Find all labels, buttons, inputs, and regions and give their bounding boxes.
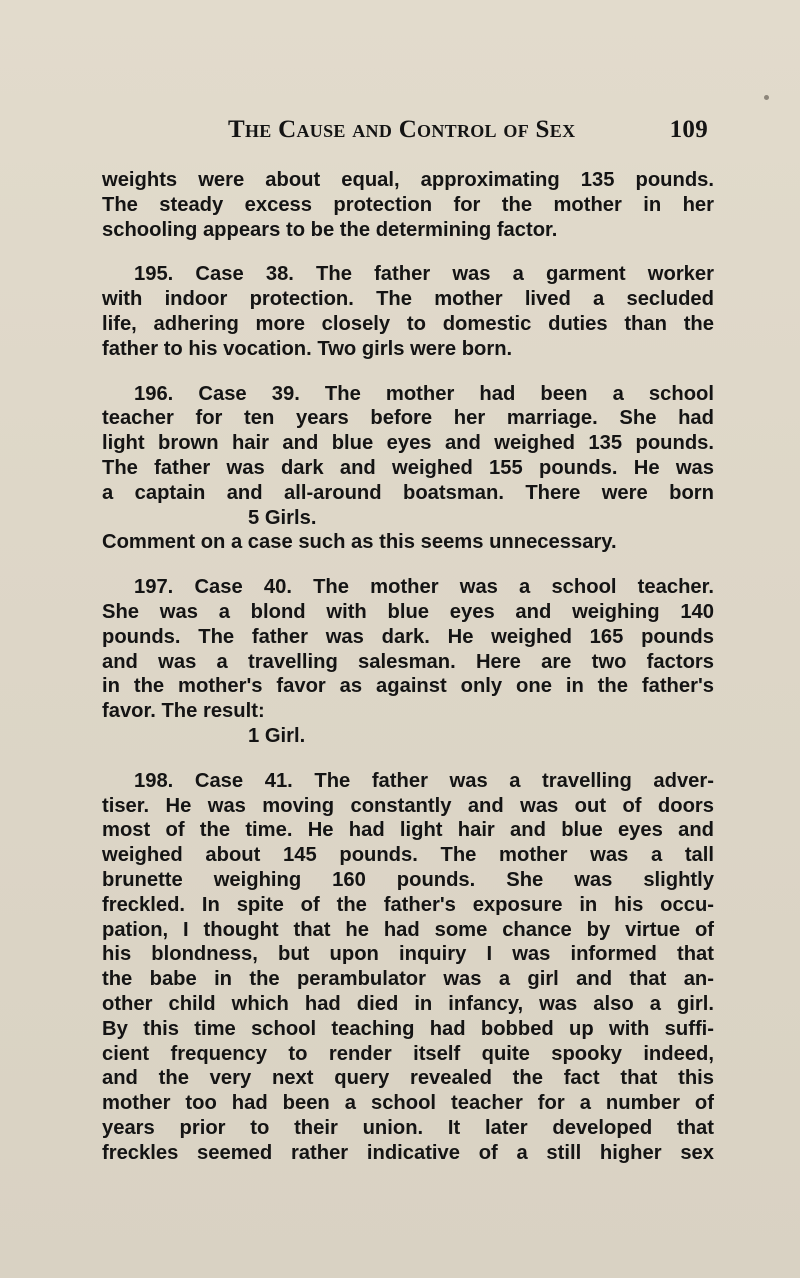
text-line: years prior to their union. It later developed that [102, 1116, 714, 1139]
text-line: The father was dark and weighed 155 pounds. He was [102, 456, 714, 479]
text-line: light brown hair and blue eyes and weighed 135 pounds. [102, 432, 714, 455]
text-line: other child which had died in infancy, was also a girl. [102, 992, 714, 1015]
result-line: 5 Girls. [248, 506, 317, 529]
text-line: She was a blond with blue eyes and weighing 140 [102, 600, 714, 623]
paragraph-case-41 [102, 769, 714, 1166]
paragraph-case-40 [102, 575, 714, 749]
text-line: 195. Case 38. The father was a garment worker [134, 263, 714, 286]
text-line: The steady excess protection for the mother in her [102, 193, 714, 216]
paragraph-case-38 [102, 262, 714, 361]
text-line: a captain and all-around boatsman. There were born [102, 481, 714, 504]
text-line: pation, I thought that he had some chance by virtue of [102, 918, 714, 941]
text-line: life, adhering more closely to domestic duties than the [102, 312, 714, 335]
text-line: 198. Case 41. The father was a travelling adver- [134, 769, 714, 792]
text-line: tiser. He was moving constantly and was out of doors [102, 794, 714, 817]
text-line: the babe in the perambulator was a girl and that an- [102, 968, 714, 991]
text-line: schooling appears to be the determining factor. [102, 218, 558, 241]
text-line: teacher for ten years before her marriage. She had [102, 407, 714, 430]
running-title: The Cause and Control of Sex [228, 116, 576, 143]
running-header [228, 116, 708, 148]
text-line: freckles seemed rather indicative of a still higher sex [102, 1141, 714, 1164]
text-line: favor. The result: [102, 700, 265, 723]
text-line: mother too had been a school teacher for a number of [102, 1092, 714, 1115]
text-line: 197. Case 40. The mother was a school teacher. [134, 576, 714, 599]
text-line: and the very next query revealed the fact that this [102, 1067, 714, 1090]
page-number: 109 [669, 116, 708, 143]
text-line: with indoor protection. The mother lived a secluded [102, 288, 714, 311]
paragraph-continuation [102, 168, 714, 242]
paragraph-case-39 [102, 382, 714, 556]
text-line: 196. Case 39. The mother had been a school [134, 382, 714, 405]
text-line: most of the time. He had light hair and blue eyes and [102, 819, 714, 842]
result-line: 1 Girl. [248, 724, 306, 747]
printing-speck [764, 95, 769, 100]
text-line: and was a travelling salesman. Here are two factors [102, 650, 714, 673]
text-line: brunette weighing 160 pounds. She was slightly [102, 868, 714, 891]
text-line: By this time school teaching had bobbed up with suffi- [102, 1017, 714, 1040]
text-line: Comment on a case such as this seems unnecessary. [102, 531, 617, 554]
text-line: weights were about equal, approximating 135 pounds. [102, 169, 714, 191]
text-line: cient frequency to render itself quite spooky indeed, [102, 1042, 714, 1065]
body-text [102, 168, 714, 1165]
text-line: weighed about 145 pounds. The mother was a tall [102, 844, 714, 867]
text-line: in the mother's favor as against only one in the father's [102, 675, 714, 698]
text-line: freckled. In spite of the father's exposure in his occu- [102, 893, 714, 916]
text-line: pounds. The father was dark. He weighed 165 pounds [102, 625, 714, 648]
text-line: his blondness, but upon inquiry I was informed that [102, 943, 714, 966]
text-line: father to his vocation. Two girls were born. [102, 337, 513, 360]
